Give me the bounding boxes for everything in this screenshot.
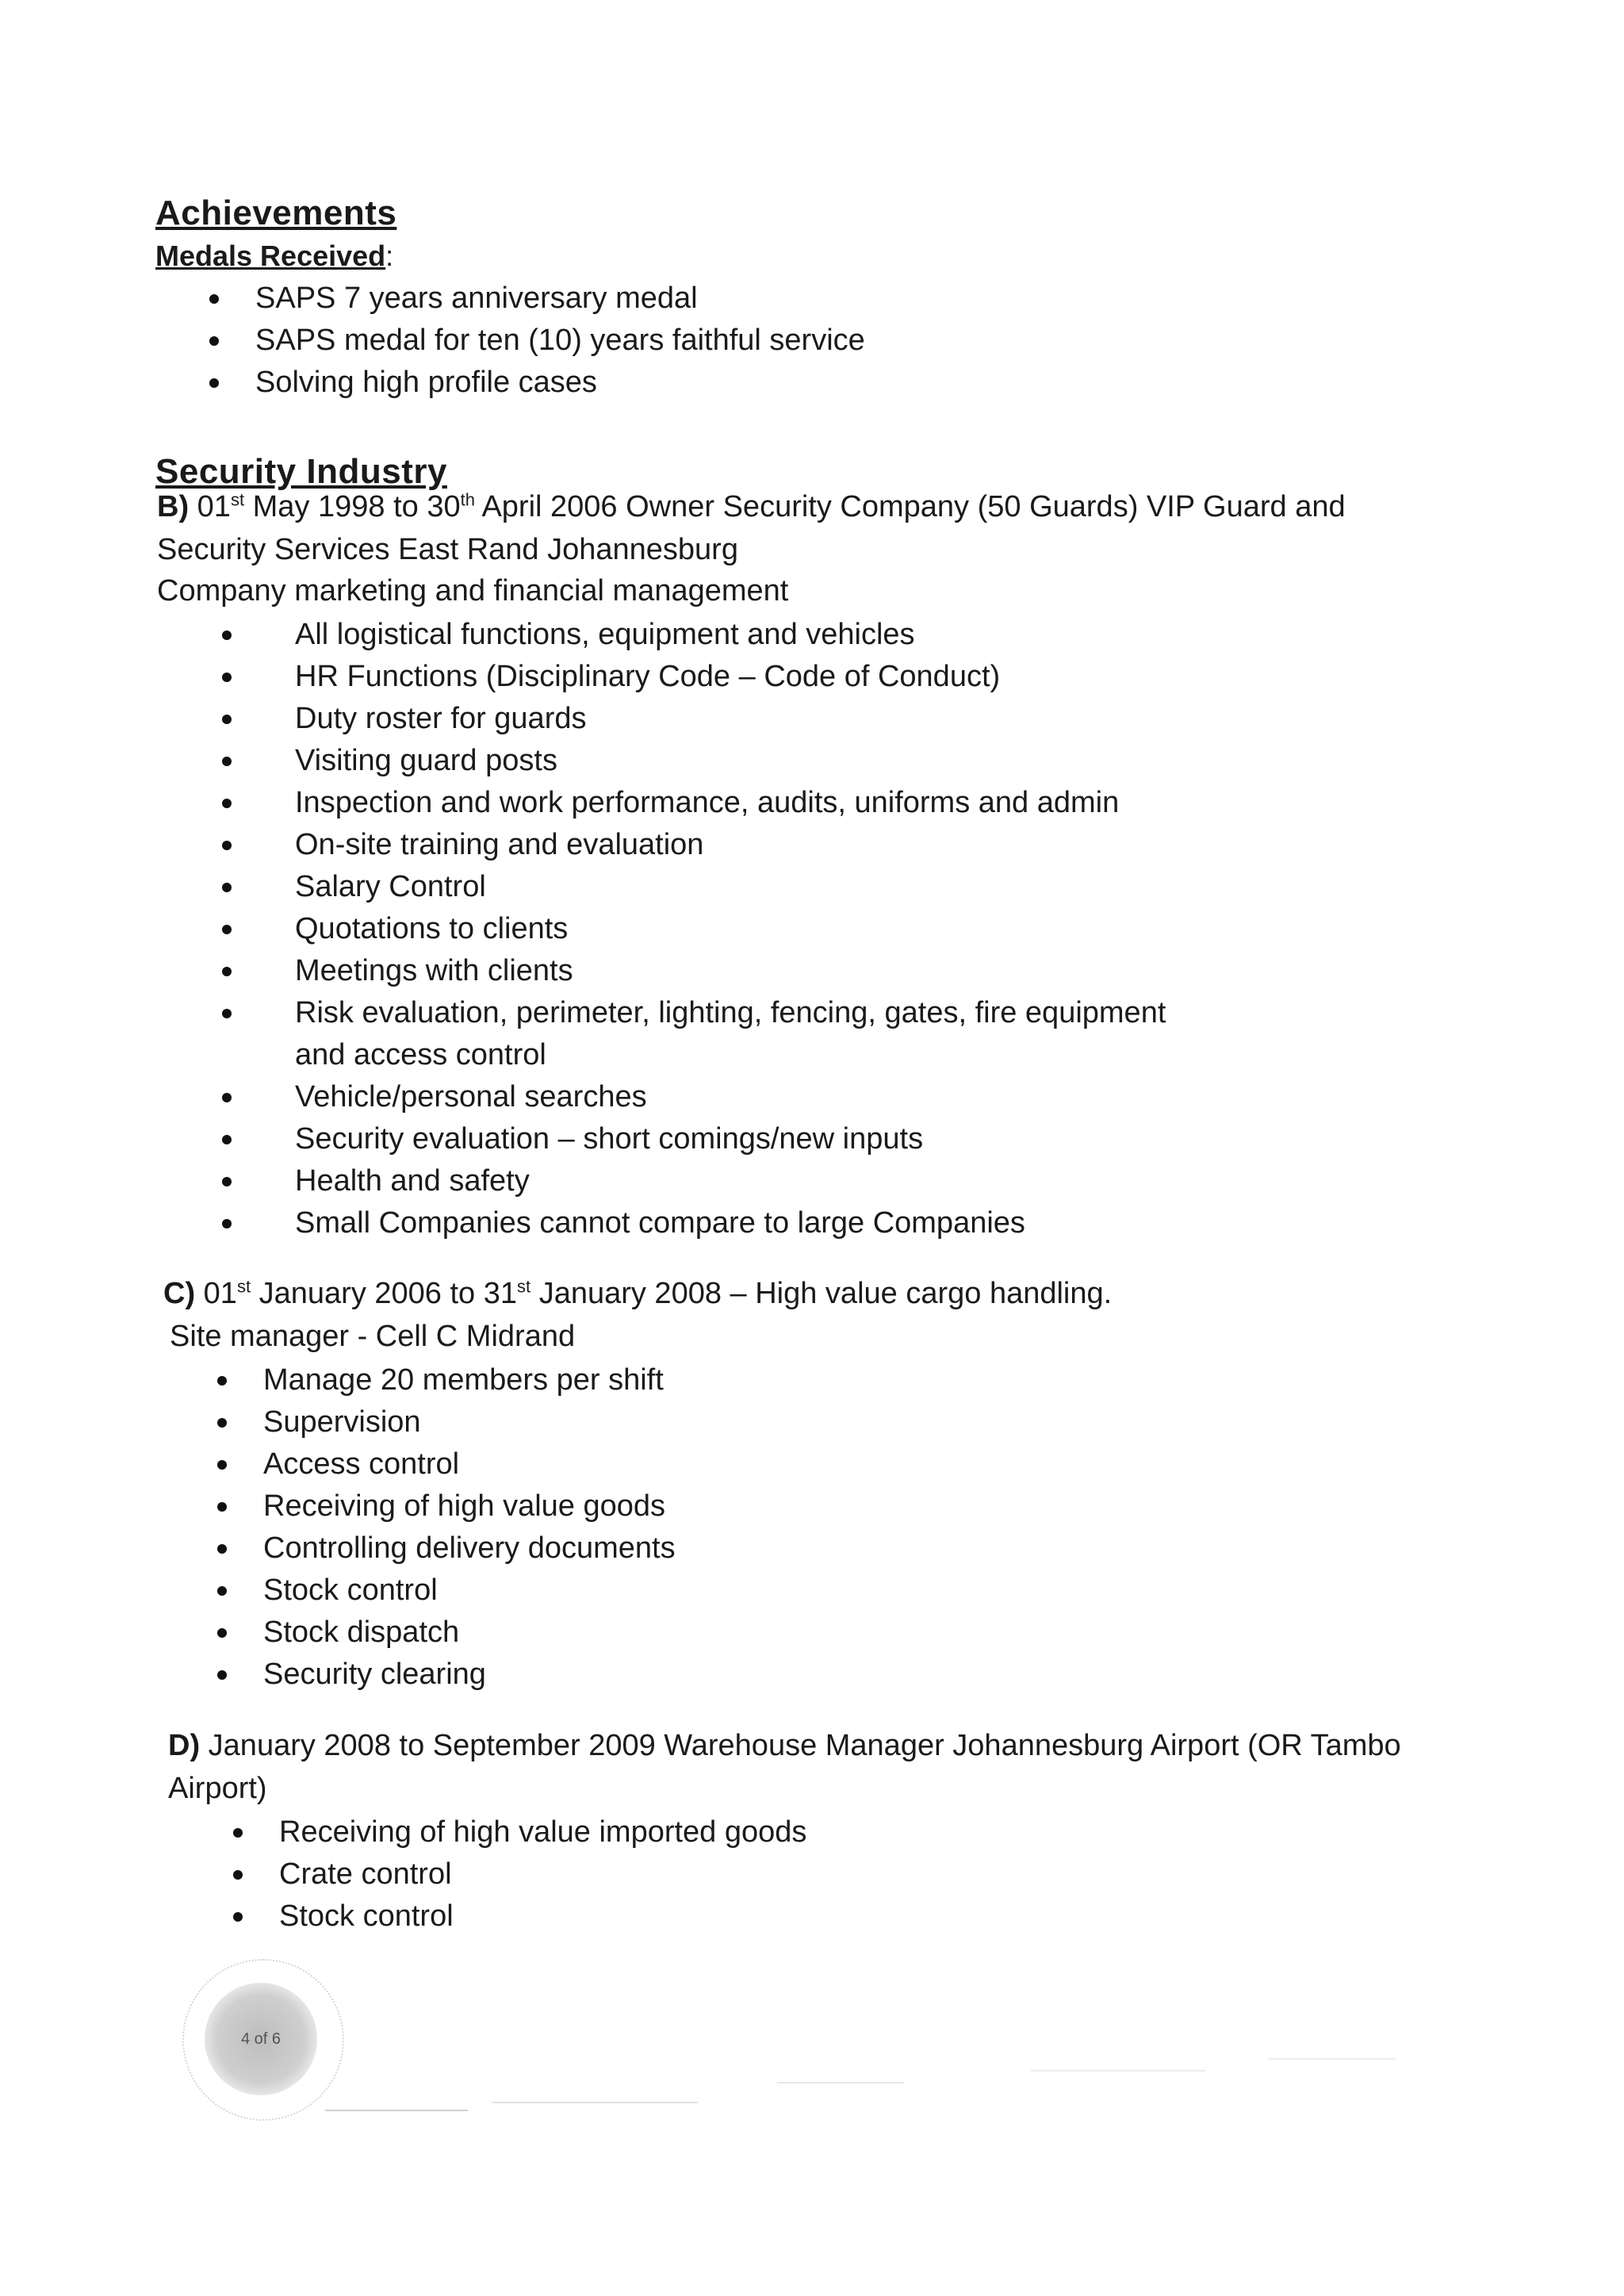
list-item-text: HR Functions (Disciplinary Code – Code of Conduct)	[295, 660, 1001, 693]
bullet-icon	[222, 925, 232, 934]
bullet-icon	[217, 1586, 227, 1596]
list-item-text: Visiting guard posts	[295, 744, 557, 777]
list-item-text: Meetings with clients	[295, 954, 573, 987]
page-stamp	[205, 1983, 317, 2095]
scan-artifact	[777, 2082, 904, 2083]
bullet-icon	[222, 631, 232, 640]
list-item	[233, 1853, 806, 1895]
section-d-line2: Airport)	[168, 1772, 267, 1805]
list-item	[222, 1076, 1166, 1118]
list-item	[222, 656, 1166, 698]
medals-colon: :	[385, 240, 394, 272]
bullet-icon	[222, 841, 232, 850]
list-item-text: Stock control	[263, 1573, 438, 1607]
date-text: 01	[197, 490, 231, 523]
list-item	[217, 1485, 676, 1527]
list-item-text: Inspection and work performance, audits, uniforms and admin	[295, 786, 1120, 819]
list-item-text: Supervision	[263, 1405, 421, 1439]
section-d-list	[233, 1811, 806, 1938]
date-text: 01	[203, 1277, 237, 1310]
scan-artifact	[492, 2102, 698, 2103]
bullet-icon	[222, 673, 232, 682]
list-item	[222, 614, 1166, 656]
bullet-icon	[209, 378, 219, 388]
achievements-heading: Achievements	[155, 194, 397, 232]
bullet-icon	[222, 1219, 232, 1228]
list-item-text: Receiving of high value goods	[263, 1489, 666, 1523]
list-item	[222, 866, 1166, 908]
list-item	[222, 1118, 1166, 1160]
list-item	[233, 1895, 806, 1938]
superscript: st	[230, 489, 245, 510]
bullet-icon	[222, 1093, 232, 1102]
list-item	[217, 1654, 676, 1696]
bullet-icon	[217, 1418, 227, 1428]
list-item	[217, 1570, 676, 1612]
bullet-icon	[233, 1912, 243, 1922]
bullet-icon	[222, 967, 232, 976]
list-item-text: SAPS medal for ten (10) years faithful service	[255, 324, 865, 357]
list-item	[233, 1811, 806, 1853]
list-item	[217, 1612, 676, 1654]
achievements-list	[209, 278, 865, 404]
scan-artifact	[1031, 2070, 1205, 2072]
job-title-text: April 2006 Owner Security Company (50 Guards) VIP Guard and	[481, 490, 1346, 523]
bullet-icon	[217, 1502, 227, 1512]
section-b-line3: Company marketing and financial management	[157, 574, 789, 608]
scan-artifact	[1269, 2058, 1396, 2060]
list-item-text: Security evaluation – short comings/new inputs	[295, 1122, 924, 1156]
list-item-text: Duty roster for guards	[295, 702, 587, 735]
list-item	[222, 782, 1166, 824]
bullet-icon	[222, 1177, 232, 1186]
list-item	[222, 1202, 1166, 1244]
list-item-text: All logistical functions, equipment and vehicles	[295, 618, 915, 651]
list-item-text: Stock control	[279, 1899, 454, 1933]
scan-artifact	[325, 2110, 468, 2111]
section-c-line2: Site manager - Cell C Midrand	[170, 1320, 576, 1353]
section-c-list	[217, 1359, 676, 1696]
list-item-text: Manage 20 members per shift	[263, 1363, 664, 1397]
section-c-label: C)	[163, 1277, 196, 1310]
list-item	[222, 824, 1166, 866]
bullet-icon	[209, 294, 219, 304]
superscript: st	[236, 1276, 251, 1297]
list-item-text: Solving high profile cases	[255, 366, 597, 399]
list-item	[222, 950, 1166, 992]
list-item-text: Risk evaluation, perimeter, lighting, fencing, gates, fire equipment	[295, 996, 1166, 1029]
superscript: th	[460, 489, 475, 510]
list-item-text: Controlling delivery documents	[263, 1531, 676, 1565]
section-c-line1	[163, 1277, 1112, 1311]
bullet-icon	[222, 757, 232, 766]
section-d-line1	[168, 1729, 1401, 1763]
list-item-text: On-site training and evaluation	[295, 828, 704, 861]
list-item-text: Quotations to clients	[295, 912, 569, 945]
list-item-text: Small Companies cannot compare to large Companies	[295, 1206, 1025, 1240]
bullet-icon	[217, 1628, 227, 1638]
list-item	[222, 992, 1166, 1076]
list-item	[222, 908, 1166, 950]
bullet-icon	[222, 715, 232, 724]
list-item	[209, 278, 865, 320]
bullet-icon	[233, 1870, 243, 1880]
list-item-text: Vehicle/personal searches	[295, 1080, 647, 1114]
list-item-text: Stock dispatch	[263, 1616, 460, 1649]
bullet-icon	[217, 1670, 227, 1680]
bullet-icon	[217, 1460, 227, 1470]
bullet-icon	[222, 799, 232, 808]
list-item	[222, 698, 1166, 740]
list-item	[217, 1527, 676, 1570]
list-item-text: Health and safety	[295, 1164, 530, 1198]
medals-received-label	[155, 240, 393, 273]
section-d-label: D)	[168, 1729, 201, 1762]
list-item	[217, 1359, 676, 1401]
list-item-text: Crate control	[279, 1857, 452, 1891]
bullet-icon	[217, 1376, 227, 1386]
section-b-list	[222, 614, 1166, 1244]
list-item-text: Receiving of high value imported goods	[279, 1815, 807, 1849]
list-item	[217, 1443, 676, 1485]
list-item	[209, 320, 865, 362]
security-industry-heading: Security Industry	[155, 452, 447, 491]
list-item-text-cont: and access control	[295, 1038, 546, 1071]
bullet-icon	[233, 1828, 243, 1838]
list-item	[222, 1160, 1166, 1202]
bullet-icon	[222, 883, 232, 892]
section-b-line1	[157, 490, 1346, 524]
job-title-text: January 2008 – High value cargo handling.	[538, 1277, 1113, 1310]
page-number: 4 of 6	[240, 2030, 282, 2048]
list-item-text: Security clearing	[263, 1658, 486, 1691]
job-title-text: January 2008 to September 2009 Warehouse Manager Johannesburg Airport (OR Tambo	[208, 1729, 1401, 1762]
bullet-icon	[217, 1544, 227, 1554]
list-item-text: Access control	[263, 1447, 460, 1481]
list-item	[222, 740, 1166, 782]
bullet-icon	[222, 1135, 232, 1144]
section-b-label: B)	[157, 490, 190, 523]
section-b-line2: Security Services East Rand Johannesburg	[157, 533, 738, 566]
bullet-icon	[222, 1009, 232, 1018]
superscript: st	[517, 1276, 531, 1297]
medals-received-text: Medals Received	[155, 240, 386, 272]
list-item-text: SAPS 7 years anniversary medal	[255, 282, 698, 315]
list-item-text: Salary Control	[295, 870, 486, 903]
list-item	[217, 1401, 676, 1443]
date-text: January 2006 to 31	[259, 1277, 517, 1310]
date-text: May 1998 to 30	[252, 490, 461, 523]
bullet-icon	[209, 336, 219, 346]
list-item	[209, 362, 865, 404]
